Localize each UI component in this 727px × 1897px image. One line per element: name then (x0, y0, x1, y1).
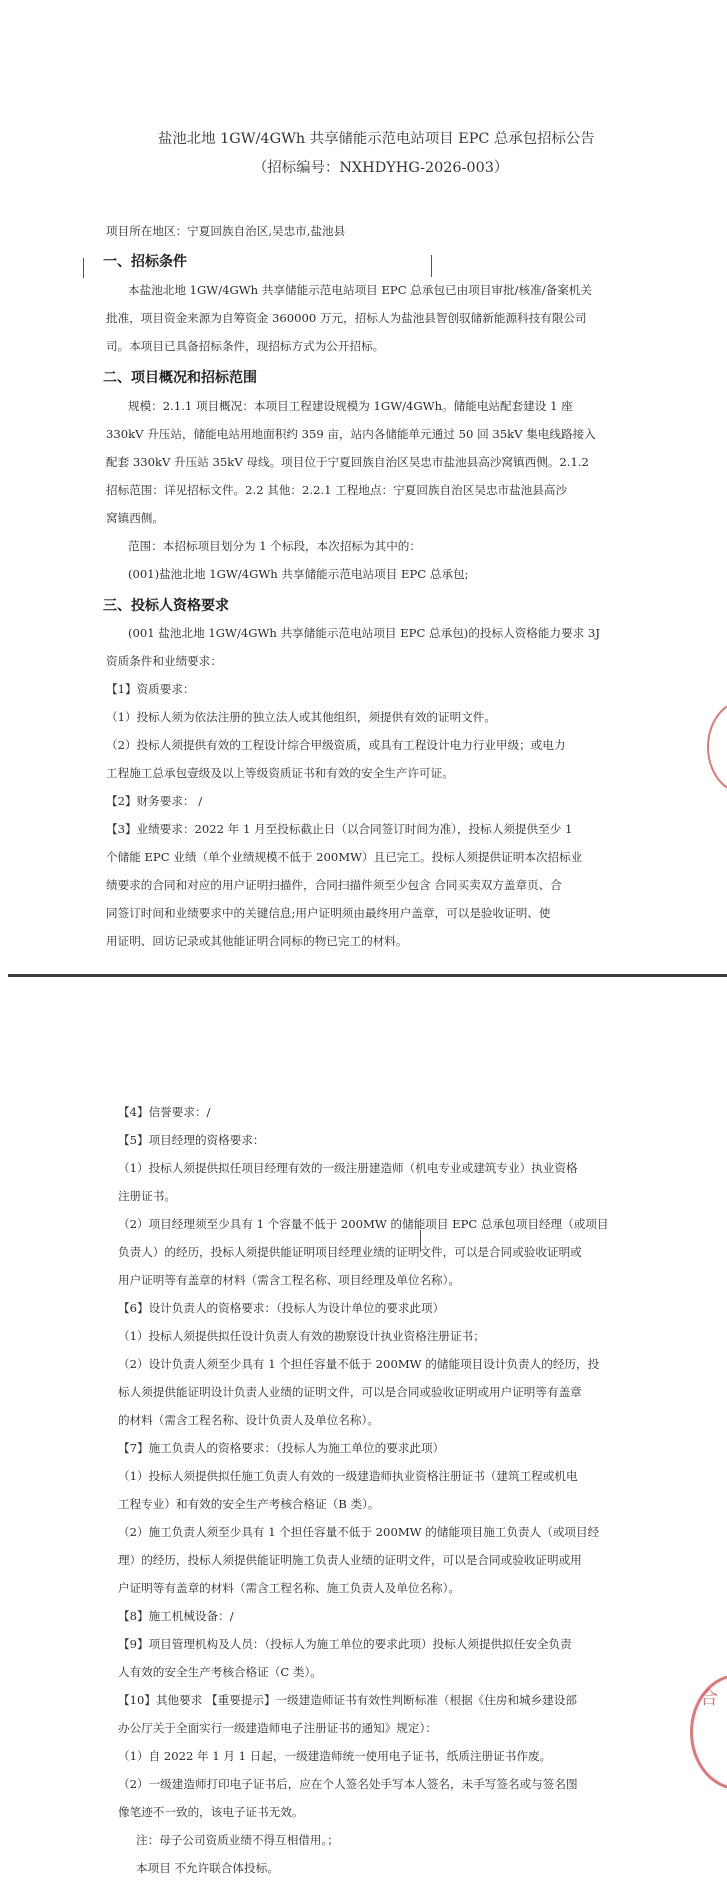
requirement-line: 【6】设计负责人的资格要求：（投标人为设计单位的要求此项） (118, 1301, 445, 1315)
scan-mark-center (431, 255, 432, 277)
requirement-line: （1）投标人须提供拟任项目经理有效的一级注册建造师（机电专业或建筑专业）执业资格 (118, 1161, 578, 1175)
section-1-heading: 一、招标条件 (103, 254, 187, 270)
project-location: 项目所在地区：宁夏回族自治区,吴忠市,盐池县 (106, 224, 346, 238)
requirement-line: （1）自 2022 年 1 月 1 日起，一级建造师统一使用电子证书，纸质注册证书作废。 (118, 1749, 552, 1763)
requirement-line: 【5】项目经理的资格要求： (118, 1133, 265, 1147)
requirement-line: 办公厅关于全面实行一级建造师电子注册证书的通知》规定）： (118, 1721, 437, 1735)
notice-title: 盐池北地 1GW/4GWh 共享储能示范电站项目 EPC 总承包招标公告 (158, 131, 595, 147)
requirement-line: 户证明等有盖章的材料（需含工程名称、施工负责人及单位名称）。 (118, 1581, 461, 1595)
section-3-line: 【1】资质要求： (106, 682, 195, 696)
requirement-line: 像笔迹不一致的，该电子证书无效。 (118, 1805, 304, 1819)
document-page-2 (0, 984, 727, 1897)
requirement-line: 注册证书。 (118, 1189, 176, 1203)
section-3-line: 资质条件和业绩要求： (106, 654, 222, 668)
requirement-line: 理）的经历，投标人须提供能证明施工负责人业绩的证明文件，可以是合同或验收证明或用 (118, 1553, 582, 1567)
requirement-line: （2）设计负责人须至少具有 1 个担任容量不低于 200MW 的储能项目设计负责人的经历，投 (118, 1357, 600, 1371)
section-3-line: （2）投标人须提供有效的工程设计综合甲级资质，或具有工程设计电力行业甲级；或电力 (106, 738, 566, 752)
section-2-line: 范围：本招标项目划分为 1 个标段，本次招标为其中的： (128, 539, 421, 553)
section-1-line: 司。本项目已具备招标条件，现招标方式为公开招标。 (106, 339, 385, 353)
section-2-heading: 二、项目概况和招标范围 (103, 370, 257, 386)
section-2-line: 配套 330kV 升压站 35kV 母线。项目位于宁夏回族自治区吴忠市盐池县高沙窝镇西侧。2.1.2 (106, 455, 589, 469)
requirement-line: 用户证明等有盖章的材料（需含工程名称、项目经理及单位名称）。 (118, 1273, 461, 1287)
section-3-line: 工程施工总承包壹级及以上等级资质证书和有效的安全生产许可证。 (106, 766, 454, 780)
section-1-line: 本盐池北地 1GW/4GWh 共享储能示范电站项目 EPC 总承包已由项目审批/核准/备案机关 (128, 283, 592, 297)
section-2-line: 窝镇西侧。 (106, 511, 164, 525)
seal-stamp-edge (707, 700, 727, 794)
section-3-line: (001 盐池北地 1GW/4GWh 共享储能示范电站项目 EPC 总承包)的投标人资格能力要求 3J (128, 626, 600, 640)
requirement-line: 【4】信誉要求：/ (118, 1105, 211, 1119)
section-3-line: 同签订时间和业绩要求中的关键信息;用户证明须由最终用户盖章，可以是验收证明、使 (106, 906, 551, 920)
section-2-line: (001)盐池北地 1GW/4GWh 共享储能示范电站项目 EPC 总承包; (128, 567, 469, 581)
requirement-line: 标人须提供能证明设计负责人业绩的证明文件，可以是合同或验收证明或用户证明等有盖章 (118, 1385, 582, 1399)
section-3-line: 绩要求的合同和对应的用户证明扫描件，合同扫描件须至少包含 合同买卖双方盖章页、合 (106, 878, 562, 892)
section-3-line: 个储能 EPC 业绩（单个业绩规模不低于 200MW）且已完工。投标人须提供证明本次招标业 (106, 850, 583, 864)
section-3-line: 用证明、回访记录或其他能证明合同标的物已完工的材料。 (106, 934, 408, 948)
section-3-line: 【3】业绩要求：2022 年 1 月至投标截止日（以合同签订时间为准），投标人须提供至少 1 (106, 822, 573, 836)
requirement-line: 本项目 不允许联合体投标。 (136, 1861, 279, 1875)
section-2-line: 招标范围：详见招标文件。2.2 其他：2.2.1 工程地点：宁夏回族自治区吴忠市盐池县高沙 (106, 483, 568, 497)
requirement-line: 人有效的安全生产考核合格证（C 类）。 (118, 1665, 322, 1679)
requirement-line: 工程专业）和有效的安全生产考核合格证（B 类）。 (118, 1497, 380, 1511)
requirement-line: 负责人）的经历，投标人须提供能证明项目经理业绩的证明文件，可以是合同或验收证明或 (118, 1245, 582, 1259)
requirement-line: （2）项目经理须至少具有 1 个容量不低于 200MW 的储能项目 EPC 总承包项目经理（或项目 (118, 1217, 609, 1231)
section-2-line: 规模：2.1.1 项目概况：本项目工程建设规模为 1GW/4GWh。储能电站配套建设 1 座 (128, 399, 573, 413)
section-1-line: 批准，项目资金来源为自筹资金 360000 万元，招标人为盐池县智创驭储新能源科技有限公司 (106, 311, 587, 325)
requirement-line: 注：母子公司资质业绩不得互相借用。； (136, 1833, 339, 1847)
requirement-line: 【10】其他要求 【重要提示】一级建造师证书有效性判断标准（根据《住房和城乡建设部 (118, 1693, 578, 1707)
requirement-line: （2）施工负责人须至少具有 1 个担任容量不低于 200MW 的储能项目施工负责人（或项目经 (118, 1525, 600, 1539)
requirement-line: （2）一级建造师打印电子证书后，应在个人签名处手写本人签名，未手写签名或与签名图 (118, 1777, 578, 1791)
section-3-line: 【2】财务要求： / (106, 794, 203, 808)
requirement-line: 的材料（需含工程名称、设计负责人及单位名称）。 (118, 1413, 379, 1427)
requirement-line: 【7】施工负责人的资格要求：（投标人为施工单位的要求此项） (118, 1441, 445, 1455)
requirement-line: 【9】项目管理机构及人员：（投标人为施工单位的要求此项）投标人须提供拟任安全负责 (118, 1637, 572, 1651)
scan-mark-left (83, 258, 84, 278)
section-3-heading: 三、投标人资格要求 (103, 598, 229, 614)
tender-number: （招标编号：NXHDYHG-2026-003） (253, 160, 509, 176)
page-separator (8, 974, 727, 977)
requirement-line: 【8】施工机械设备：/ (118, 1609, 234, 1623)
requirement-line: （1）投标人须提供拟任施工负责人有效的一级建造师执业资格注册证书（建筑工程或机电 (118, 1469, 578, 1483)
requirement-line: （1）投标人须提供拟任设计负责人有效的勘察设计执业资格注册证书； (118, 1329, 485, 1343)
seal-stamp-text: 合 (700, 1688, 718, 1709)
section-2-line: 330kV 升压站，储能电站用地面积约 359 亩，站内各储能单元通过 50 回 35kV 集电线路接入 (106, 427, 596, 441)
section-3-line: （1）投标人须为依法注册的独立法人或其他组织，须提供有效的证明文件。 (106, 710, 496, 724)
